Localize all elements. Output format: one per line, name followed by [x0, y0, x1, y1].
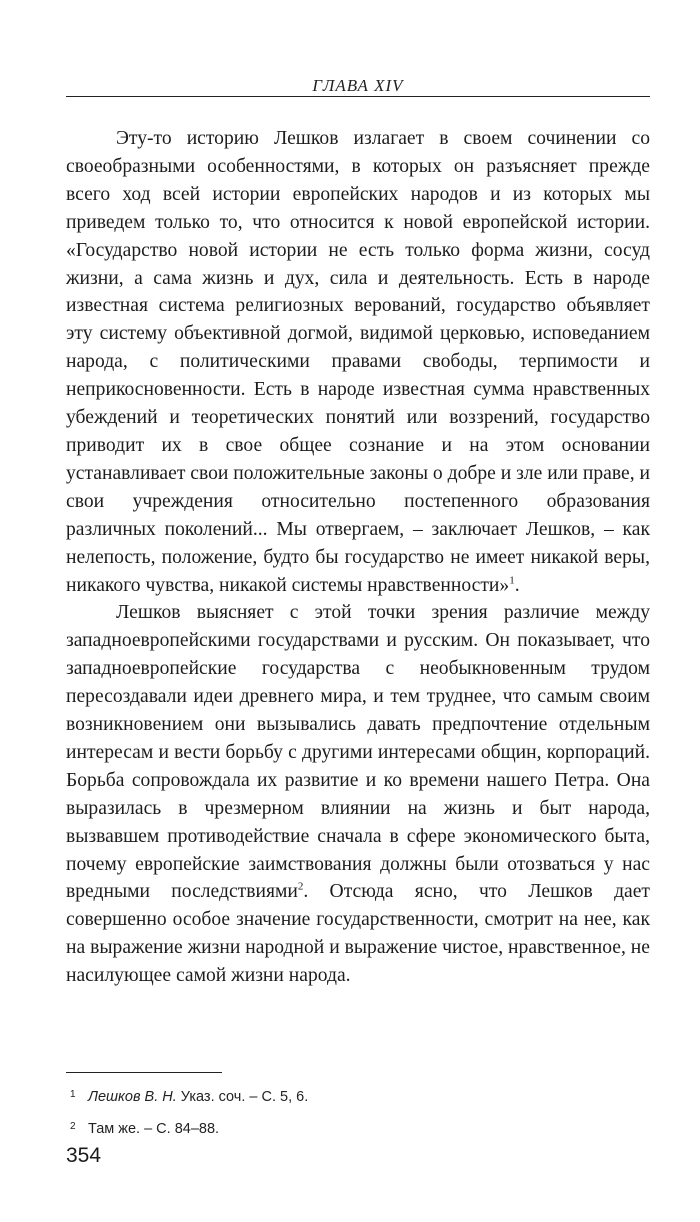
- footnote-ref[interactable]: 2: [297, 880, 304, 893]
- paragraph: [66, 125, 650, 599]
- paragraph-text: Лешков выясняет с этой точки зрения различие между западноевропейскими государствами и русским. Он показывает, что западноевропейские государства с необыкновенным трудом пересоздавали идеи древнего мира, и тем труднее, что самым своим возникновением они вызывались давать предпочтение отдельным интересам и вести борьбу с другими интересами общин, корпораций. Борьба сопровождала их развитие и ко времени нашего Петра. Она выразилась в чрезмерном влиянии на жизнь и быт народа, вызвавшем противодействие сначала в сфере экономического быта, почему европейские заимствования должны были отозваться у нас вредными последствиями: [66, 602, 650, 903]
- running-head: ГЛАВА XIV: [312, 76, 404, 95]
- footnote-text: Указ. соч. – С. 5, 6.: [176, 1089, 309, 1105]
- footnote-number: 1: [70, 1089, 76, 1100]
- main-text: [66, 125, 650, 990]
- footnote-number: 2: [70, 1121, 76, 1132]
- footnote: [66, 1080, 650, 1112]
- paragraph-text-end: . Отсюда ясно, что Лешков дает совершенно особое значение государственности, смотрит на нее, как на выражение жизни народной и выражение чистое, нравственное, не насилующее самой жизни народа.: [66, 881, 650, 987]
- paragraph-text: Эту-то историю Лешков излагает в своем сочинении со своеобразными особенностями, в которых он разъясняет прежде всего ход всей истории европейских народов и из которых мы приведем только то, что относится к новой европейской истории. «Государство новой истории не есть только форма жизни, сосуд жизни, а сама жизнь и дух, сила и деятельность. Есть в народе известная система религиозных верований, государство объявляет эту систему объективной догмой, видимой церковью, исповеданием народа, с политическими правами свободы, терпимости и неприкосновенности. Есть в народе известная сумма нравственных убеждений и теоретических понятий или воззрений, государство приводит их в свое общее сознание и на этом основании устанавливает свои положительные законы о добре и зле или праве, и свои учреждения относительно постепенного образования различных поколений... Мы отвергаем, – заключает Лешков, – как нелепость, положение, будто бы государство не имеет никакой веры, никакого чувства, никакой системы нравственности»: [66, 128, 650, 596]
- page-number: 354: [66, 1144, 102, 1167]
- footnotes: [66, 1080, 650, 1144]
- footnote-author: Лешков В. Н.: [88, 1089, 177, 1105]
- footnote-ref[interactable]: 1: [509, 573, 515, 586]
- footnote-text: Там же. – С. 84–88.: [88, 1121, 220, 1137]
- header-rule: [66, 96, 650, 97]
- footnote-rule: [66, 1072, 222, 1073]
- footnote: [66, 1112, 650, 1144]
- paragraph-text-end: .: [514, 574, 520, 596]
- paragraph: [66, 599, 650, 990]
